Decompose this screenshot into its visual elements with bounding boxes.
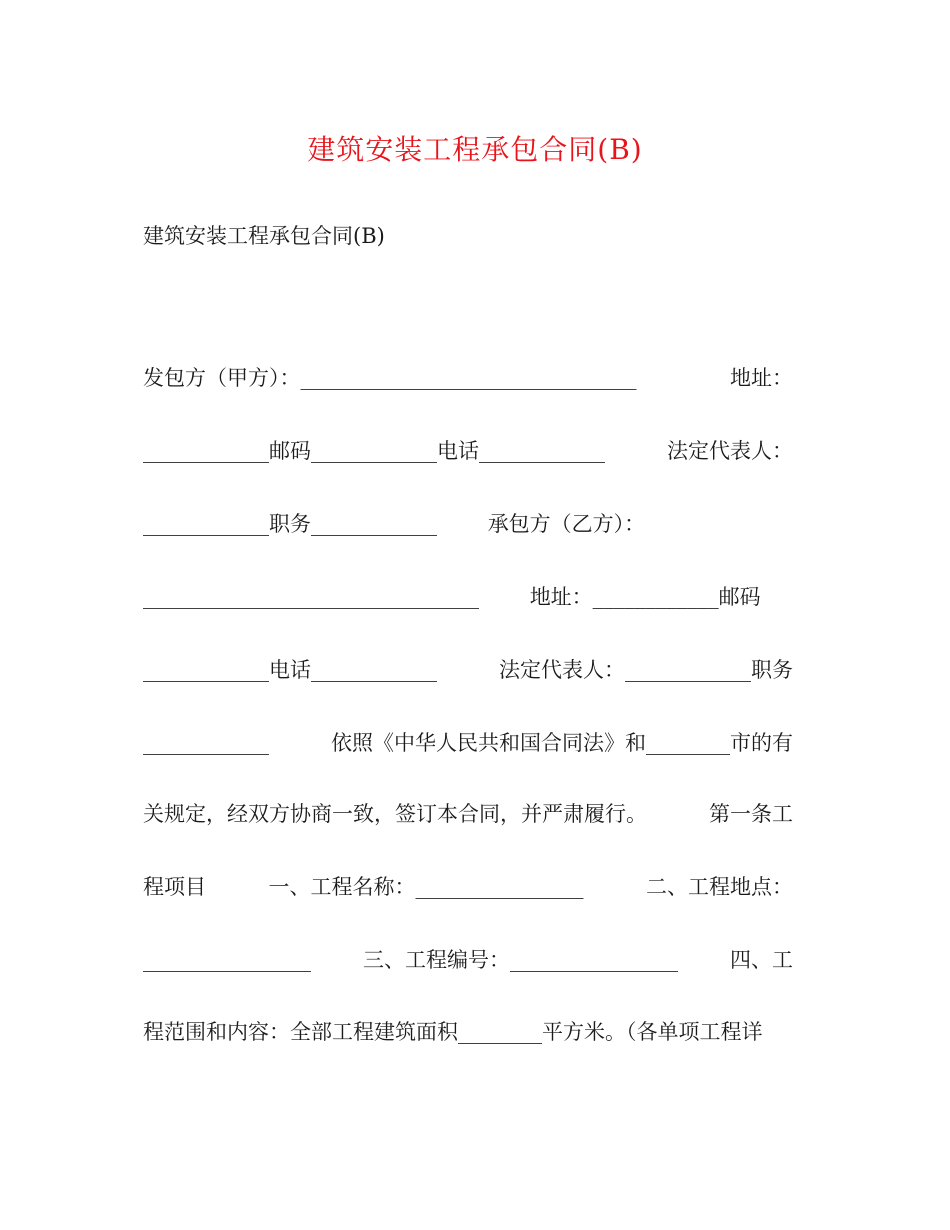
line-segment: 法定代表人：____________职务 xyxy=(499,658,793,682)
line-segment: ________________ xyxy=(143,948,311,972)
line-segment: 程项目 xyxy=(143,875,206,899)
line-segment: 发包方（甲方）：________________________________ xyxy=(143,366,637,390)
body-line-5 xyxy=(143,652,793,688)
body-line-10 xyxy=(143,1014,793,1050)
line-segment: 依照《中华人民共和国合同法》和________市的有 xyxy=(331,731,793,755)
line-segment: ____________电话____________ xyxy=(143,658,437,682)
document-subtitle: 建筑安装工程承包合同(B) xyxy=(143,224,385,248)
line-segment: 法定代表人： xyxy=(667,439,793,463)
line-segment: 承包方（乙方）： xyxy=(487,512,646,536)
body-line-9 xyxy=(143,942,793,978)
line-segment: 地址： xyxy=(730,366,793,390)
body-line-3 xyxy=(143,506,793,542)
body-line-2 xyxy=(143,433,793,469)
line-segment: 第一条工 xyxy=(709,802,793,826)
line-segment: 三、工程编号：________________ xyxy=(363,948,678,972)
body-line-7 xyxy=(143,796,793,832)
body-line-8 xyxy=(143,869,793,905)
line-segment: ____________ xyxy=(143,731,269,755)
body-line-1 xyxy=(143,360,793,396)
line-segment: 四、工 xyxy=(730,948,793,972)
line-segment: 地址：____________邮码 xyxy=(529,585,761,609)
line-segment: 二、工程地点： xyxy=(646,875,793,899)
document-title: 建筑安装工程承包合同(B) xyxy=(307,133,643,166)
body-line-6 xyxy=(143,725,793,761)
line-segment: ________________________________ xyxy=(143,585,479,609)
line-segment: ____________职务____________ xyxy=(143,512,437,536)
line-segment: 程范围和内容：全部工程建筑面积________平方米。（各单项工程详 xyxy=(143,1020,763,1044)
line-segment: ____________邮码____________电话____________ xyxy=(143,439,605,463)
body-line-4 xyxy=(143,579,793,615)
line-segment: 一、工程名称：________________ xyxy=(268,875,584,899)
line-segment: 关规定，经双方协商一致，签订本合同，并严肃履行。 xyxy=(143,802,647,826)
